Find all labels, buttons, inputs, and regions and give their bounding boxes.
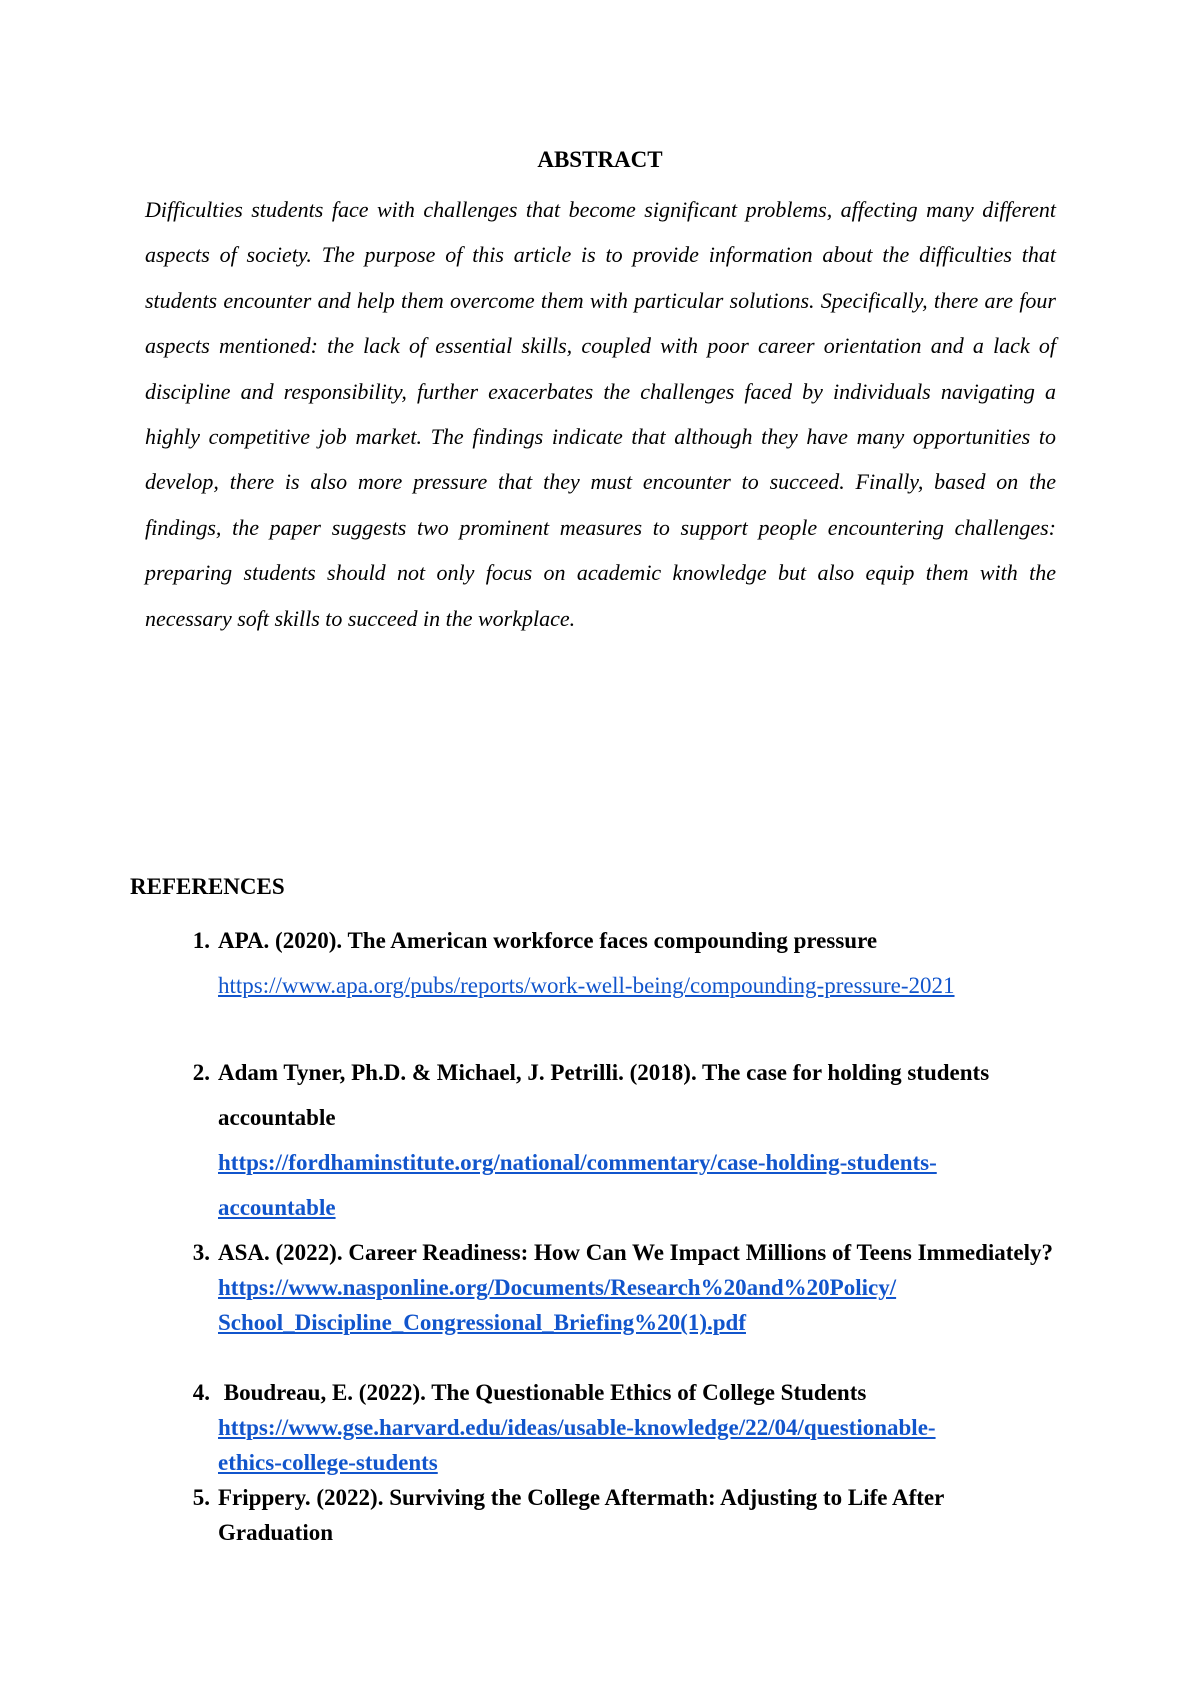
reference-number: 3.: [192, 1240, 210, 1265]
reference-link[interactable]: [218, 1140, 1060, 1230]
reference-link-line: School_Discipline_Congressional_Briefing%20(1).pdf: [218, 1310, 746, 1335]
reference-link-line: accountable: [218, 1195, 336, 1220]
references-title: REFERENCES: [130, 874, 285, 899]
reference-citation-text: Frippery. (2022). Surviving the College Aftermath: Adjusting to Life After Graduation: [218, 1485, 944, 1545]
reference-number: 4.: [192, 1380, 210, 1405]
reference-link[interactable]: [218, 1270, 1060, 1340]
reference-number: 5.: [192, 1485, 210, 1510]
reference-number: 1.: [192, 928, 210, 953]
reference-citation-text: ASA. (2022). Career Readiness: How Can We Impact Millions of Teens Immediately?: [218, 1240, 1054, 1265]
reference-citation-text: APA. (2020). The American workforce faces compounding pressure: [218, 928, 878, 953]
reference-link[interactable]: [218, 1410, 1060, 1480]
reference-citation-text: Adam Tyner, Ph.D. & Michael, J. Petrilli. (2018). The case for holding students accountable: [218, 1060, 990, 1130]
reference-citation: [218, 918, 1060, 1008]
reference-citation-text: Boudreau, E. (2022). The Questionable Ethics of College Students: [218, 1380, 867, 1405]
reference-citation: [218, 1235, 1060, 1340]
reference-citation: [218, 1375, 1060, 1480]
abstract-title: ABSTRACT: [537, 147, 663, 172]
abstract-body: Difficulties students face with challenges that become significant problems, affecting many different aspects of society. The purpose of this article is to provide information about the difficulties that students encounter and help them overcome them with particular solutions. Specifically, there are four aspects mentioned: the lack of essential skills, coupled with poor career orientation and a lack of discipline and responsibility, further exacerbates the challenges faced by individuals navigating a highly competitive job market. The findings indicate that although they have many opportunities to develop, there is also more pressure that they must encounter to succeed. Finally, based on the findings, the paper suggests two prominent measures to support people encountering challenges: preparing students should not only focus on academic knowledge but also equip them with the necessary soft skills to succeed in the workplace.: [145, 197, 1056, 631]
reference-link-line: https://www.nasponline.org/Documents/Research%20and%20Policy/: [218, 1275, 897, 1300]
reference-citation: [218, 1480, 1060, 1550]
reference-number: 2.: [192, 1060, 210, 1085]
reference-link-line: ethics-college-students: [218, 1450, 438, 1475]
reference-link[interactable]: https://www.apa.org/pubs/reports/work-well-being/compounding-pressure-2021: [218, 973, 955, 998]
reference-citation: [218, 1050, 1060, 1230]
reference-link-line: https://fordhaminstitute.org/national/commentary/case-holding-students-: [218, 1150, 937, 1175]
reference-link-line: https://www.gse.harvard.edu/ideas/usable-knowledge/22/04/questionable-: [218, 1415, 936, 1440]
